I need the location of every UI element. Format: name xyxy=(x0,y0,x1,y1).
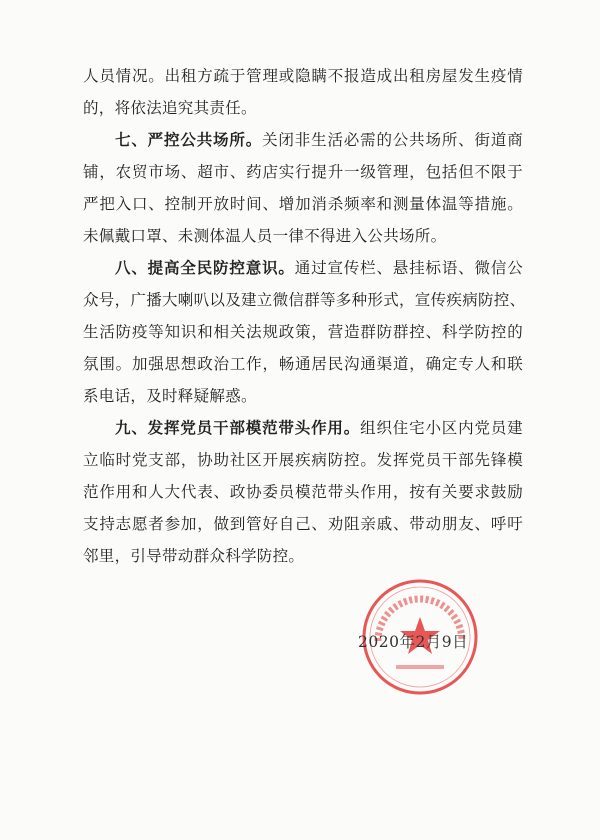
body-line: 众号，广播大喇叭以及建立微信群等多种形式，宣传疾病防控、 xyxy=(83,291,526,309)
body-line: 人员情况。出租方疏于管理或隐瞒不报造成出租房屋发生疫情 xyxy=(83,67,523,85)
body-line: 系电话，及时释疑解惑。 xyxy=(83,387,257,405)
body-line: 范作用和人大代表、政协委员模范带头作用，按有关要求鼓励 xyxy=(83,483,523,501)
body-line: 未佩戴口罩、未测体温人员一律不得进入公共场所。 xyxy=(83,227,447,245)
section-7-heading: 七、严控公共场所。 xyxy=(115,131,263,149)
body-line: 邻里，引导带动群众科学防控。 xyxy=(83,547,305,565)
section-8-text: 通过宣传栏、悬挂标语、微信公 xyxy=(294,259,523,277)
body-line: 生活防疫等知识和相关法规政策，营造群防群控、科学防控的 xyxy=(83,323,523,341)
section-9-heading: 九、发挥党员干部模范带头作用。 xyxy=(115,419,361,437)
body-line: 严把入口、控制开放时间、增加消杀频率和测量体温等措施。 xyxy=(83,195,523,213)
section-7-line xyxy=(115,130,523,150)
body-line: 立临时党支部，协助社区开展疾病防控。发挥党员干部先锋模 xyxy=(83,451,523,469)
body-line: 氛围。加强思想政治工作，畅通居民沟通渠道，确定专人和联 xyxy=(83,355,523,373)
body-line: 的，将依法追究其责任。 xyxy=(83,99,257,117)
section-9-line xyxy=(115,418,523,438)
body-line: 支持志愿者参加，做到管好自己、劝阻亲戚、带动朋友、呼吁 xyxy=(83,515,523,533)
section-7-text: 关闭非生活必需的公共场所、街道商 xyxy=(262,131,523,149)
section-9-text: 组织住宅小区内党员建 xyxy=(360,419,523,437)
body-line: 铺，农贸市场、超市、药店实行提升一级管理，包括但不限于 xyxy=(83,163,523,181)
section-8-line xyxy=(115,258,523,278)
document-date: 2020年2月9日 xyxy=(358,633,469,651)
section-8-heading: 八、提高全民防控意识。 xyxy=(115,259,295,277)
